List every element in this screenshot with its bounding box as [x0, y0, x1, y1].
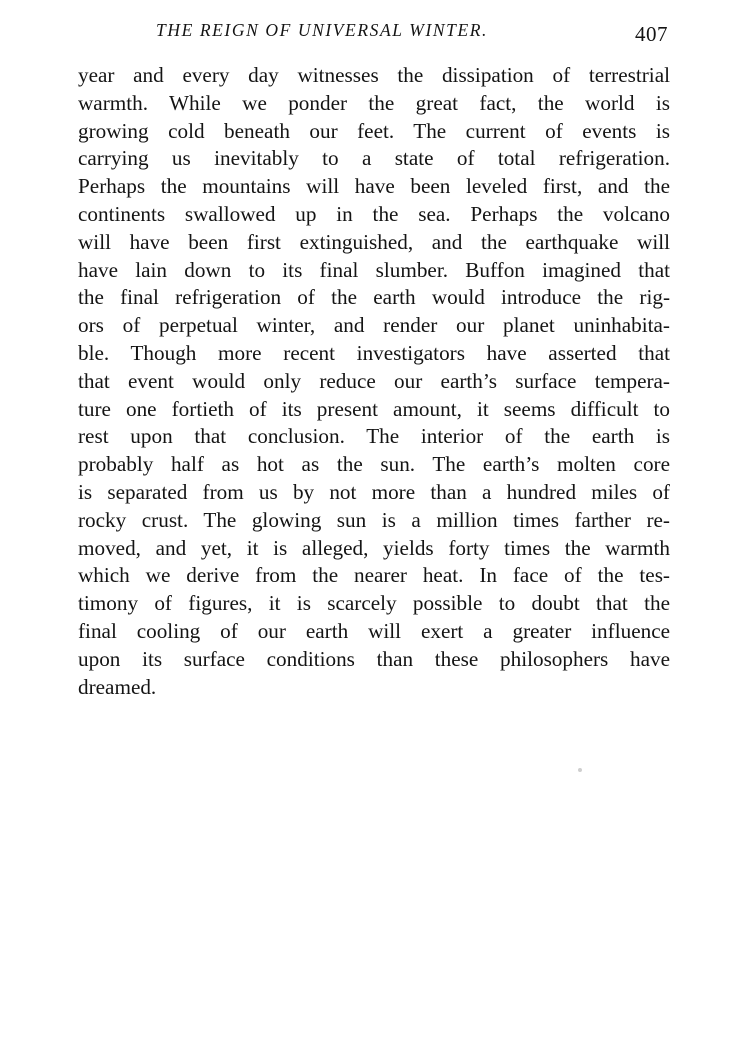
text-line: ors of perpetual winter, and render our planet uninhabita-: [78, 313, 670, 338]
text-line: growing cold beneath our feet. The current of events is: [78, 118, 670, 143]
page-number: 407: [635, 22, 668, 46]
text-line: timony of figures, it is scarcely possible to doubt that the: [78, 591, 670, 616]
text-line: have lain down to its final slumber. Buffon imagined that: [78, 257, 670, 282]
text-line: Perhaps the mountains will have been leveled first, and the: [78, 174, 670, 199]
text-line: rocky crust. The glowing sun is a million times farther re-: [78, 507, 670, 532]
text-line: is separated from us by not more than a hundred miles of: [78, 479, 670, 504]
text-line: will have been first extinguished, and the earthquake will: [78, 229, 670, 254]
text-line: the final refrigeration of the earth would introduce the rig-: [78, 285, 670, 310]
text-line: moved, and yet, it is alleged, yields forty times the warmth: [78, 535, 670, 560]
text-line: continents swallowed up in the sea. Perhaps the volcano: [78, 201, 670, 226]
text-line: year and every day witnesses the dissipation of terrestrial: [78, 63, 670, 87]
text-line: that event would only reduce our earth’s surface tempera-: [78, 368, 670, 393]
running-title: THE REIGN OF UNIVERSAL WINTER.: [156, 20, 489, 40]
text-line: warmth. While we ponder the great fact, the world is: [78, 90, 670, 115]
running-head: [78, 18, 674, 48]
text-line: which we derive from the nearer heat. In face of the tes-: [78, 563, 670, 588]
text-line: rest upon that conclusion. The interior of the earth is: [78, 424, 670, 449]
body-paragraph: [78, 62, 670, 701]
text-line: upon its surface conditions than these philosophers have: [78, 646, 670, 671]
text-line: ble. Though more recent investigators have asserted that: [78, 340, 670, 365]
text-line: final cooling of our earth will exert a greater influence: [78, 618, 670, 643]
text-line: carrying us inevitably to a state of total refrigeration.: [78, 146, 670, 171]
text-line: ture one fortieth of its present amount, it seems difficult to: [78, 396, 670, 421]
text-line: probably half as hot as the sun. The earth’s molten core: [78, 452, 670, 477]
text-line: dreamed.: [78, 674, 157, 699]
paper-speck: [578, 768, 582, 772]
